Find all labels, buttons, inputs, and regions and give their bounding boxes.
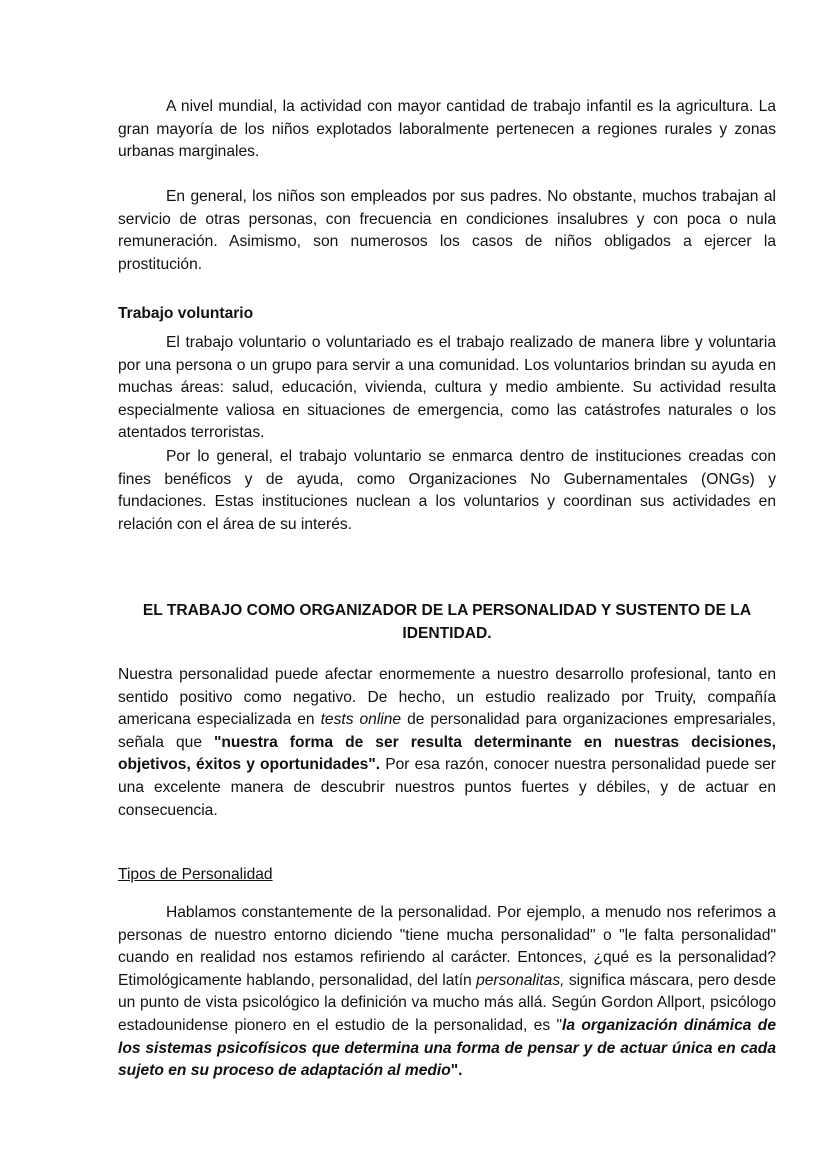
subheading-personality-types: Tipos de Personalidad	[118, 866, 273, 883]
quote-close: ".	[450, 1062, 463, 1080]
bold-italic-quote: la organización dinámica de los sistemas psicofísicos que determina una forma de pensar y de actuar única en cada sujeto en su proceso de adaptación al medio	[118, 1016, 776, 1080]
text: significa máscara, pero desde un punto de vista psicológico la definición va mucho más allá. Según Gordon Allport, psicólogo estadounidense pionero en el estudio de la personalidad, es "	[118, 971, 776, 1034]
paragraph-child-employment: En general, los niños son empleados por sus padres. No obstante, muchos trabajan al servicio de otras personas, con frecuencia en condiciones insalubres y con poca o nula remuneración. Asimismo, son numerosos los casos de niños obligados a ejercer la prostitución.	[118, 188, 776, 273]
italic-text: tests online	[320, 711, 402, 729]
paragraph-personality-definition	[118, 902, 776, 1083]
bold-quote: "nuestra forma de ser resulta determinante en nuestras decisiones, objetivos, éxitos y oportunidades".	[118, 733, 776, 774]
heading-volunteer-work: Trabajo voluntario	[118, 305, 254, 322]
text: Por esa razón, conocer nuestra personalidad puede ser una excelente manera de descubrir nuestros puntos fuertes y débiles, y de actuar en consecuencia.	[118, 756, 776, 819]
paragraph-child-labor-agriculture: A nivel mundial, la actividad con mayor cantidad de trabajo infantil es la agricultura. La gran mayoría de los niños explotados laboralmente pertenecen a regiones rurales y zonas urbanas marginales.	[118, 98, 776, 161]
paragraph-personality-career	[118, 664, 776, 822]
text: Hablamos constantemente de la personalidad. Por ejemplo, a menudo nos referimos a personas de nuestro entorno diciendo "tiene mucha personalidad" o "le falta personalidad" cuando en realidad nos estamos refiriendo al carácter. Entonces, ¿qué es la personalidad? Etimológicamente hablando, personalidad, del latín	[118, 904, 776, 989]
italic-text: personalitas,	[476, 971, 565, 989]
paragraph-volunteer-institutions: Por lo general, el trabajo voluntario se enmarca dentro de instituciones creadas con fines benéficos y de ayuda, como Organizaciones No Gubernamentales (ONGs) y fundaciones. Estas instituciones nuclean a los voluntarios y coordinan sus actividades en relación con el área de su interés.	[118, 448, 776, 533]
text: de personalidad para organizaciones empresariales, señala que	[118, 711, 776, 751]
text: Nuestra personalidad puede afectar enormemente a nuestro desarrollo profesional, tanto en sentido positivo como negativo. De hecho, un estudio realizado por Truity, compañía americana especializada en	[118, 666, 776, 729]
section-heading-personality: EL TRABAJO COMO ORGANIZADOR DE LA PERSONALIDAD Y SUSTENTO DE LA IDENTIDAD.	[142, 602, 752, 642]
paragraph-volunteer-definition: El trabajo voluntario o voluntariado es el trabajo realizado de manera libre y voluntaria por una persona o un grupo para servir a una comunidad. Los voluntarios brindan su ayuda en muchas áreas: salud, educación, vivienda, cultura y medio ambiente. Su actividad resulta especialmente valiosa en situaciones de emergencia, como las catástrofes naturales o los atentados terroristas.	[118, 334, 776, 442]
